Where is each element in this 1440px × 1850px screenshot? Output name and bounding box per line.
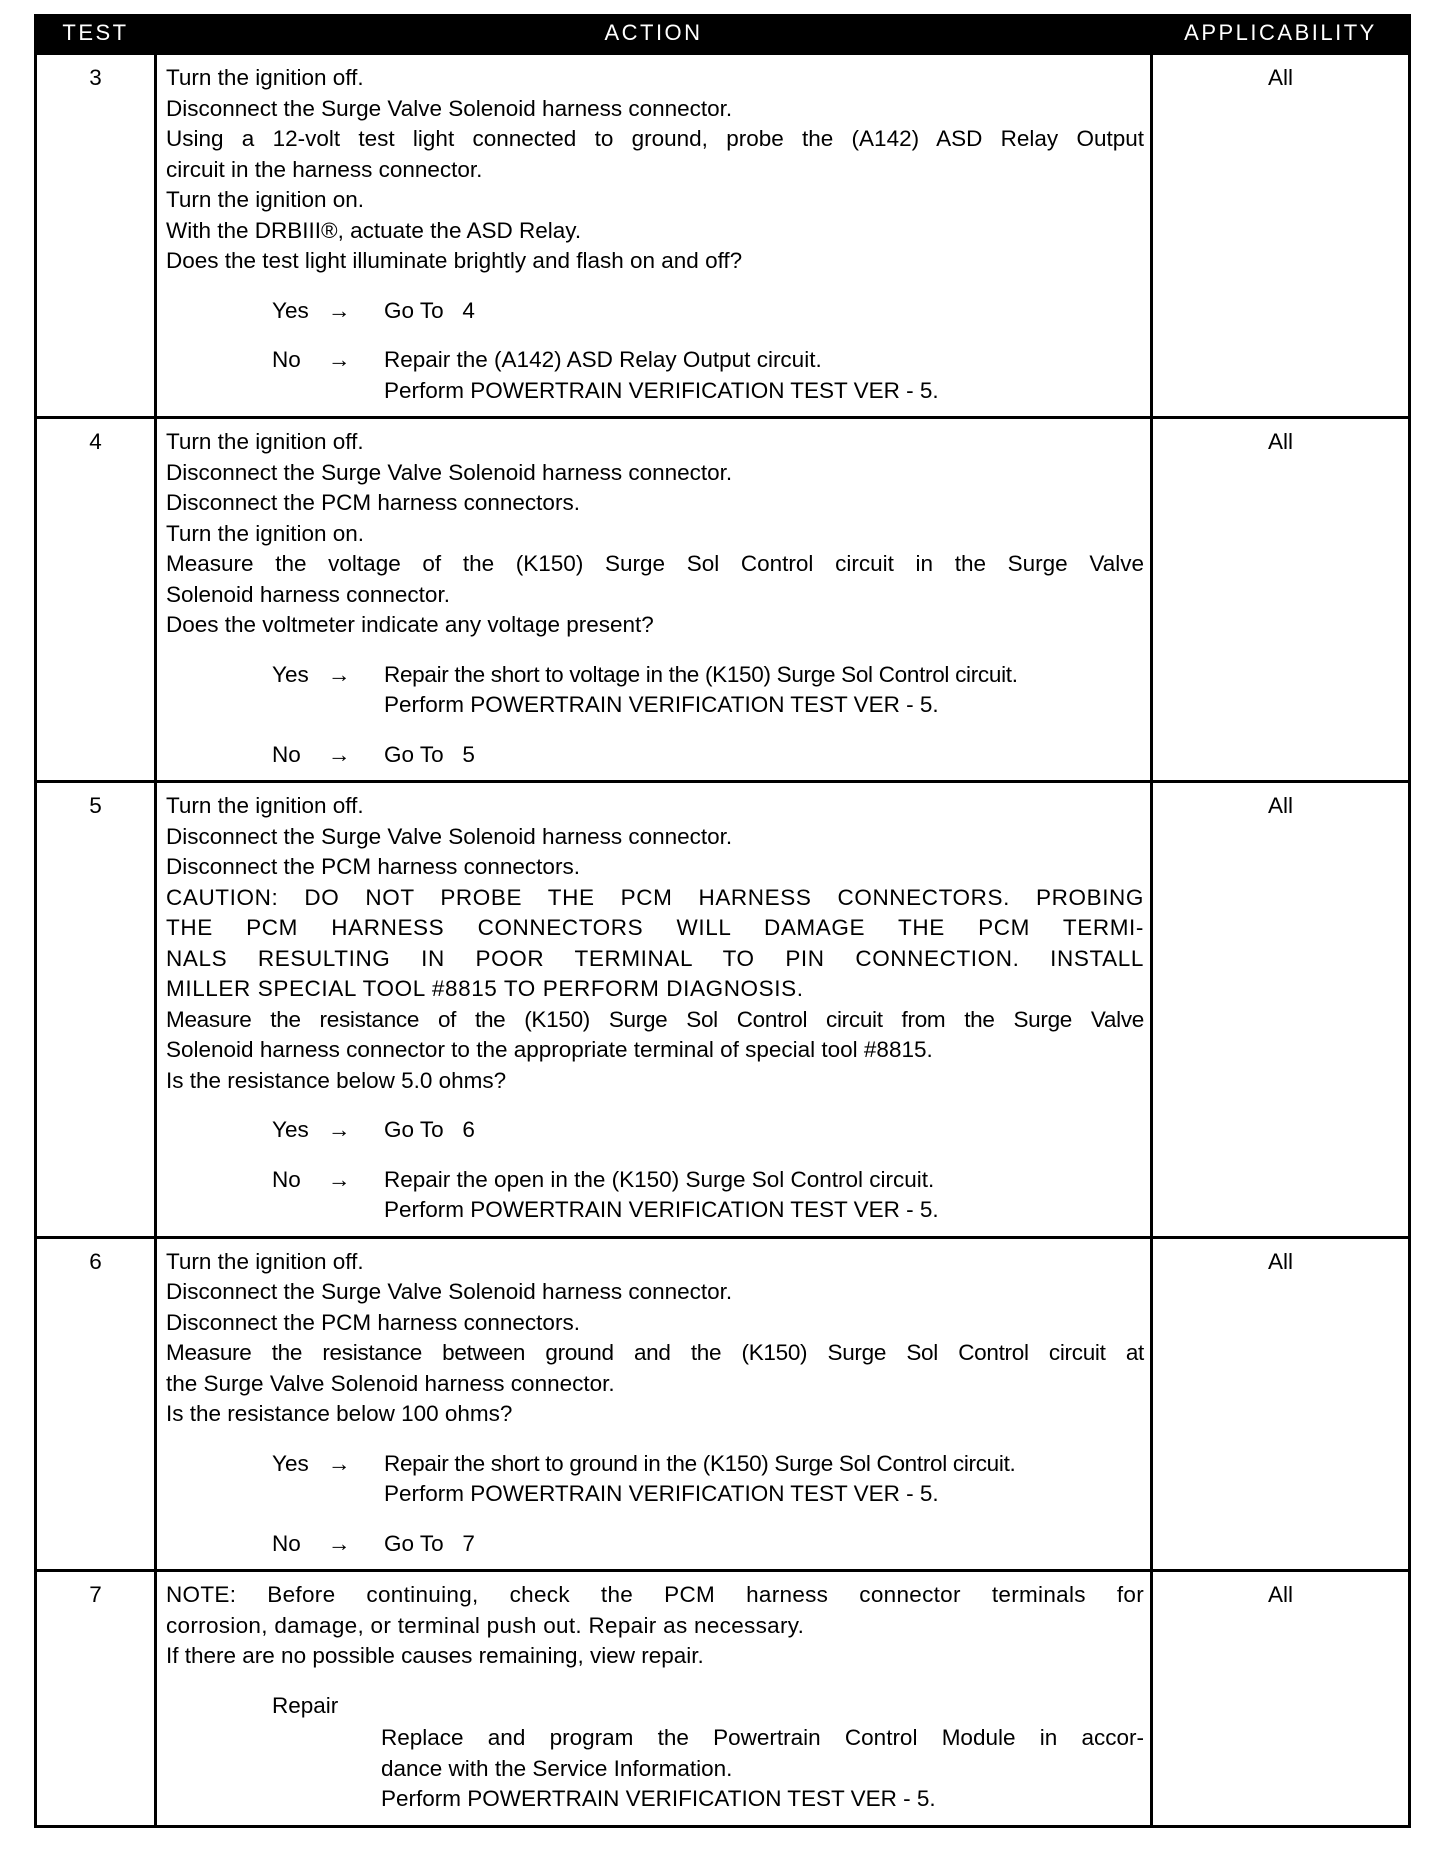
right-arrow-icon: → <box>328 741 351 767</box>
step-line: Does the test light illuminate brightly and flash on and off? <box>166 248 743 273</box>
answer-label: No <box>272 347 301 372</box>
table-header <box>36 14 1410 54</box>
step-line: Disconnect the Surge Valve Solenoid harness connector. <box>166 459 733 485</box>
step-line: Solenoid harness connector. <box>166 581 450 607</box>
step-line: Turn the ignition off. <box>166 65 364 90</box>
header-row <box>36 14 1410 54</box>
step-line: Measure the resistance of the (K150) Surge Sol Control circuit from the Surge Valve <box>166 1006 1144 1032</box>
step-line: Turn the ignition on. <box>166 187 365 212</box>
response-no <box>272 1529 1144 1560</box>
right-arrow-icon: → <box>328 347 351 372</box>
right-arrow-icon: → <box>328 1450 351 1476</box>
response-line: Perform POWERTRAIN VERIFICATION TEST VER - 5. <box>384 1197 939 1222</box>
answer-label: Yes <box>272 1450 309 1476</box>
response-line: Repair the open in the (K150) Surge Sol Control circuit. <box>384 1166 935 1192</box>
diagnostic-test-table <box>34 14 1411 1828</box>
step-line: Turn the ignition off. <box>166 429 364 454</box>
answer-label: No <box>272 1166 301 1192</box>
right-arrow-icon: → <box>328 1166 351 1192</box>
response-line: Go To 6 <box>384 1117 475 1142</box>
response-yes <box>272 660 1144 721</box>
answer-label: Yes <box>272 661 309 687</box>
response-no <box>272 740 1144 771</box>
response-line: Go To 5 <box>384 741 475 767</box>
applicability-cell: All <box>1152 54 1410 418</box>
action-cell <box>156 54 1152 418</box>
step-line: Using a 12-volt test light connected to ground, probe the (A142) ASD Relay Output <box>166 126 1144 151</box>
action-cell <box>156 782 1152 1238</box>
right-arrow-icon: → <box>328 1117 351 1142</box>
test-number: 7 <box>36 1571 156 1827</box>
response-yes <box>272 1115 1144 1146</box>
response-text <box>384 660 1144 721</box>
response-no <box>272 1165 1144 1226</box>
step-line: circuit in the harness connector. <box>166 156 483 182</box>
step-line: Disconnect the PCM harness connectors. <box>166 490 580 515</box>
action-cell <box>156 1237 1152 1571</box>
response-line: Repair the short to ground in the (K150) Surge Sol Control circuit. <box>384 1450 1016 1476</box>
test-row-6 <box>36 1237 1410 1571</box>
response-no <box>272 345 1144 406</box>
answer-label: No <box>272 741 301 767</box>
answer-label: Yes <box>272 297 309 323</box>
action-cell <box>156 1571 1152 1827</box>
applicability-cell: All <box>1152 782 1410 1238</box>
note-line: corrosion, damage, or terminal push out. Repair as necessary. <box>166 1612 805 1638</box>
step-line: Solenoid harness connector to the appropriate terminal of special tool #8815. <box>166 1037 933 1062</box>
caution-line: THE PCM HARNESS CONNECTORS WILL DAMAGE THE PCM TERMI- <box>166 915 1144 940</box>
test-row-4 <box>36 418 1410 782</box>
repair-line: Perform POWERTRAIN VERIFICATION TEST VER - 5. <box>381 1786 936 1811</box>
step-line: Turn the ignition off. <box>166 793 364 818</box>
answer-label: No <box>272 1530 301 1556</box>
step-line: With the DRBIII®, actuate the ASD Relay. <box>166 217 582 243</box>
test-row-3 <box>36 54 1410 418</box>
repair-label: Repair <box>272 1692 339 1718</box>
response-text <box>384 740 1144 771</box>
response-yes <box>272 296 1144 327</box>
response-line: Go To 4 <box>384 297 475 323</box>
note-line: NOTE: Before continuing, check the PCM harness connector terminals for <box>166 1582 1144 1607</box>
step-line: Disconnect the Surge Valve Solenoid harness connector. <box>166 1279 733 1304</box>
caution-line: CAUTION: DO NOT PROBE THE PCM HARNESS CONNECTORS. PROBING <box>166 884 1144 910</box>
header-applicability: APPLICABILITY <box>1152 14 1410 54</box>
step-line: the Surge Valve Solenoid harness connector. <box>166 1370 615 1396</box>
step-line: If there are no possible causes remaining, view repair. <box>166 1643 704 1668</box>
test-number: 4 <box>36 418 156 782</box>
answer-label: Yes <box>272 1117 309 1142</box>
response-yes <box>272 1449 1144 1510</box>
response-line: Repair the short to voltage in the (K150) Surge Sol Control circuit. <box>384 661 1018 687</box>
step-line: Measure the resistance between ground and the (K150) Surge Sol Control circuit at <box>166 1340 1144 1365</box>
response-text <box>384 1449 1144 1510</box>
right-arrow-icon: → <box>328 661 351 687</box>
step-line: Disconnect the PCM harness connectors. <box>166 1309 580 1335</box>
step-line: Is the resistance below 100 ohms? <box>166 1401 513 1426</box>
step-line: Measure the voltage of the (K150) Surge Sol Control circuit in the Surge Valve <box>166 551 1144 576</box>
test-row-7 <box>36 1571 1410 1827</box>
applicability-cell: All <box>1152 1237 1410 1571</box>
step-line: Turn the ignition on. <box>166 520 365 546</box>
step-line: Does the voltmeter indicate any voltage present? <box>166 612 654 637</box>
step-line: Turn the ignition off. <box>166 1248 364 1274</box>
step-line: Disconnect the PCM harness connectors. <box>166 854 580 879</box>
response-line: Perform POWERTRAIN VERIFICATION TEST VER - 5. <box>384 377 939 403</box>
test-number: 3 <box>36 54 156 418</box>
caution-line: MILLER SPECIAL TOOL #8815 TO PERFORM DIAGNOSIS. <box>166 976 804 1001</box>
response-line: Perform POWERTRAIN VERIFICATION TEST VER - 5. <box>384 692 939 717</box>
response-text <box>384 1115 1144 1146</box>
response-text <box>384 1529 1144 1560</box>
applicability-cell: All <box>1152 1571 1410 1827</box>
response-text <box>384 296 1144 327</box>
header-test: TEST <box>36 14 156 54</box>
response-line: Go To 7 <box>384 1530 475 1556</box>
step-line: Is the resistance below 5.0 ohms? <box>166 1067 507 1093</box>
repair-text <box>381 1723 1144 1815</box>
header-action: ACTION <box>156 14 1152 54</box>
right-arrow-icon: → <box>328 1530 351 1556</box>
response-line: Perform POWERTRAIN VERIFICATION TEST VER - 5. <box>384 1481 939 1506</box>
repair-line: dance with the Service Information. <box>381 1755 733 1781</box>
repair-section <box>272 1691 1144 1815</box>
caution-line: NALS RESULTING IN POOR TERMINAL TO PIN CONNECTION. INSTALL <box>166 945 1144 971</box>
action-cell <box>156 418 1152 782</box>
response-text <box>384 345 1144 406</box>
test-number: 6 <box>36 1237 156 1571</box>
right-arrow-icon: → <box>328 297 351 323</box>
repair-line: Replace and program the Powertrain Control Module in accor- <box>381 1725 1144 1750</box>
step-line: Disconnect the Surge Valve Solenoid harness connector. <box>166 95 733 121</box>
test-row-5 <box>36 782 1410 1238</box>
applicability-cell: All <box>1152 418 1410 782</box>
diagnostic-table-page <box>34 14 1408 1828</box>
response-line: Repair the (A142) ASD Relay Output circuit. <box>384 347 822 372</box>
step-line: Disconnect the Surge Valve Solenoid harness connector. <box>166 823 733 849</box>
test-number: 5 <box>36 782 156 1238</box>
response-text <box>384 1165 1144 1226</box>
